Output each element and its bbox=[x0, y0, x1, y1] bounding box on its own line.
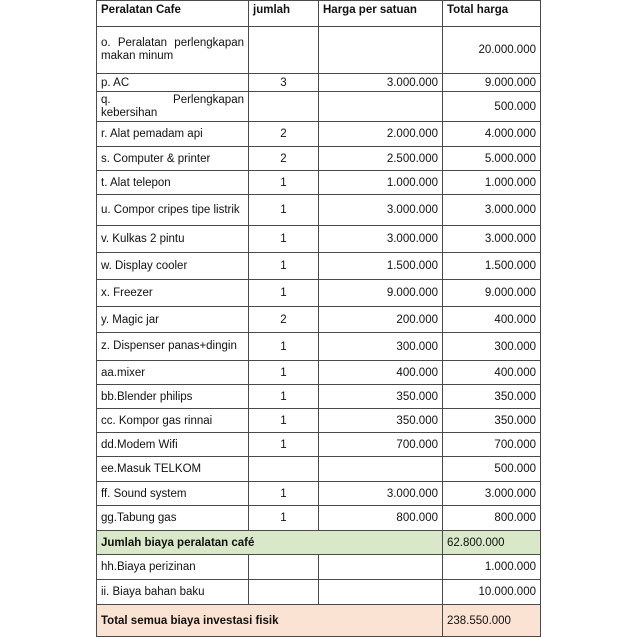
item-total: 10.000.000 bbox=[443, 580, 541, 605]
table-row bbox=[97, 433, 541, 457]
table-row bbox=[97, 333, 541, 361]
item-name: r. Alat pemadam api bbox=[97, 122, 249, 147]
item-price: 1.000.000 bbox=[319, 171, 443, 195]
item-name: x. Freezer bbox=[97, 280, 249, 307]
item-qty bbox=[249, 580, 319, 605]
item-price: 3.000.000 bbox=[319, 74, 443, 92]
item-qty bbox=[249, 92, 319, 122]
item-price: 400.000 bbox=[319, 361, 443, 385]
header-name: Peralatan Cafe bbox=[97, 1, 249, 27]
item-price bbox=[319, 457, 443, 482]
item-total: 3.000.000 bbox=[443, 482, 541, 506]
item-price: 350.000 bbox=[319, 385, 443, 409]
item-name: ee.Masuk TELKOM bbox=[97, 457, 249, 482]
item-qty: 1 bbox=[249, 482, 319, 506]
item-total: 350.000 bbox=[443, 385, 541, 409]
item-name: q. Perlengkapan kebersihan bbox=[97, 92, 249, 122]
item-qty: 2 bbox=[249, 122, 319, 147]
item-total: 4.000.000 bbox=[443, 122, 541, 147]
subtotal-label: Jumlah biaya peralatan café bbox=[97, 531, 443, 555]
item-qty: 1 bbox=[249, 361, 319, 385]
item-name: t. Alat telepon bbox=[97, 171, 249, 195]
cafe-equipment-table bbox=[96, 0, 541, 637]
header-row bbox=[97, 1, 541, 27]
item-total: 400.000 bbox=[443, 361, 541, 385]
table-row bbox=[97, 457, 541, 482]
item-total: 700.000 bbox=[443, 433, 541, 457]
table-row bbox=[97, 307, 541, 333]
table-row bbox=[97, 171, 541, 195]
item-price bbox=[319, 555, 443, 580]
item-qty: 2 bbox=[249, 147, 319, 171]
item-total: 500.000 bbox=[443, 92, 541, 122]
item-price bbox=[319, 27, 443, 74]
item-qty: 1 bbox=[249, 280, 319, 307]
item-price bbox=[319, 92, 443, 122]
item-price: 200.000 bbox=[319, 307, 443, 333]
subtotal-value: 62.800.000 bbox=[443, 531, 541, 555]
item-total: 350.000 bbox=[443, 409, 541, 433]
item-price bbox=[319, 580, 443, 605]
subtotal-row bbox=[97, 531, 541, 555]
item-qty: 1 bbox=[249, 433, 319, 457]
item-qty: 1 bbox=[249, 253, 319, 280]
table-row bbox=[97, 555, 541, 580]
table-row bbox=[97, 361, 541, 385]
item-name: u. Compor cripes tipe listrik bbox=[97, 195, 249, 226]
item-qty bbox=[249, 555, 319, 580]
table-row bbox=[97, 195, 541, 226]
item-name: z. Dispenser panas+dingin bbox=[97, 333, 249, 361]
item-price: 300.000 bbox=[319, 333, 443, 361]
item-name: bb.Blender philips bbox=[97, 385, 249, 409]
item-name: y. Magic jar bbox=[97, 307, 249, 333]
item-total: 3.000.000 bbox=[443, 226, 541, 253]
item-name: o. Peralatan perlengkapan makan minum bbox=[97, 27, 249, 74]
item-name: dd.Modem Wifi bbox=[97, 433, 249, 457]
table-row bbox=[97, 92, 541, 122]
item-name: cc. Kompor gas rinnai bbox=[97, 409, 249, 433]
table-row bbox=[97, 27, 541, 74]
table-row bbox=[97, 580, 541, 605]
item-price: 350.000 bbox=[319, 409, 443, 433]
grand-total-value: 238.550.000 bbox=[443, 605, 541, 637]
table-row bbox=[97, 253, 541, 280]
header-qty: jumlah bbox=[249, 1, 319, 27]
table-row bbox=[97, 74, 541, 92]
item-qty: 1 bbox=[249, 333, 319, 361]
item-price: 3.000.000 bbox=[319, 482, 443, 506]
item-total: 3.000.000 bbox=[443, 195, 541, 226]
header-total: Total harga bbox=[443, 1, 541, 27]
table-row bbox=[97, 226, 541, 253]
table-row bbox=[97, 280, 541, 307]
item-total: 1.000.000 bbox=[443, 171, 541, 195]
item-qty: 1 bbox=[249, 195, 319, 226]
item-price: 9.000.000 bbox=[319, 280, 443, 307]
table-row bbox=[97, 482, 541, 506]
item-total: 1.500.000 bbox=[443, 253, 541, 280]
item-price: 2.000.000 bbox=[319, 122, 443, 147]
grand-total-row bbox=[97, 605, 541, 637]
table-row bbox=[97, 506, 541, 531]
item-qty: 1 bbox=[249, 226, 319, 253]
item-price: 700.000 bbox=[319, 433, 443, 457]
item-qty: 1 bbox=[249, 171, 319, 195]
item-total: 20.000.000 bbox=[443, 27, 541, 74]
item-name: w. Display cooler bbox=[97, 253, 249, 280]
item-price: 2.500.000 bbox=[319, 147, 443, 171]
item-qty bbox=[249, 457, 319, 482]
item-name: hh.Biaya perizinan bbox=[97, 555, 249, 580]
item-name: v. Kulkas 2 pintu bbox=[97, 226, 249, 253]
item-qty: 3 bbox=[249, 74, 319, 92]
item-total: 9.000.000 bbox=[443, 74, 541, 92]
item-total: 5.000.000 bbox=[443, 147, 541, 171]
item-name: aa.mixer bbox=[97, 361, 249, 385]
item-name: ii. Biaya bahan baku bbox=[97, 580, 249, 605]
item-name: s. Computer & printer bbox=[97, 147, 249, 171]
item-price: 3.000.000 bbox=[319, 226, 443, 253]
item-total: 1.000.000 bbox=[443, 555, 541, 580]
item-qty: 1 bbox=[249, 506, 319, 531]
grand-total-label: Total semua biaya investasi fisik bbox=[97, 605, 443, 637]
item-name: p. AC bbox=[97, 74, 249, 92]
table-row bbox=[97, 147, 541, 171]
item-total: 9.000.000 bbox=[443, 280, 541, 307]
item-price: 1.500.000 bbox=[319, 253, 443, 280]
item-name: gg.Tabung gas bbox=[97, 506, 249, 531]
item-total: 400.000 bbox=[443, 307, 541, 333]
item-price: 800.000 bbox=[319, 506, 443, 531]
item-total: 800.000 bbox=[443, 506, 541, 531]
item-price: 3.000.000 bbox=[319, 195, 443, 226]
item-total: 500.000 bbox=[443, 457, 541, 482]
header-price: Harga per satuan bbox=[319, 1, 443, 27]
item-total: 300.000 bbox=[443, 333, 541, 361]
table-row bbox=[97, 122, 541, 147]
item-qty: 1 bbox=[249, 385, 319, 409]
item-name: ff. Sound system bbox=[97, 482, 249, 506]
item-qty: 2 bbox=[249, 307, 319, 333]
table-row bbox=[97, 409, 541, 433]
table-row bbox=[97, 385, 541, 409]
item-qty: 1 bbox=[249, 409, 319, 433]
item-qty bbox=[249, 27, 319, 74]
